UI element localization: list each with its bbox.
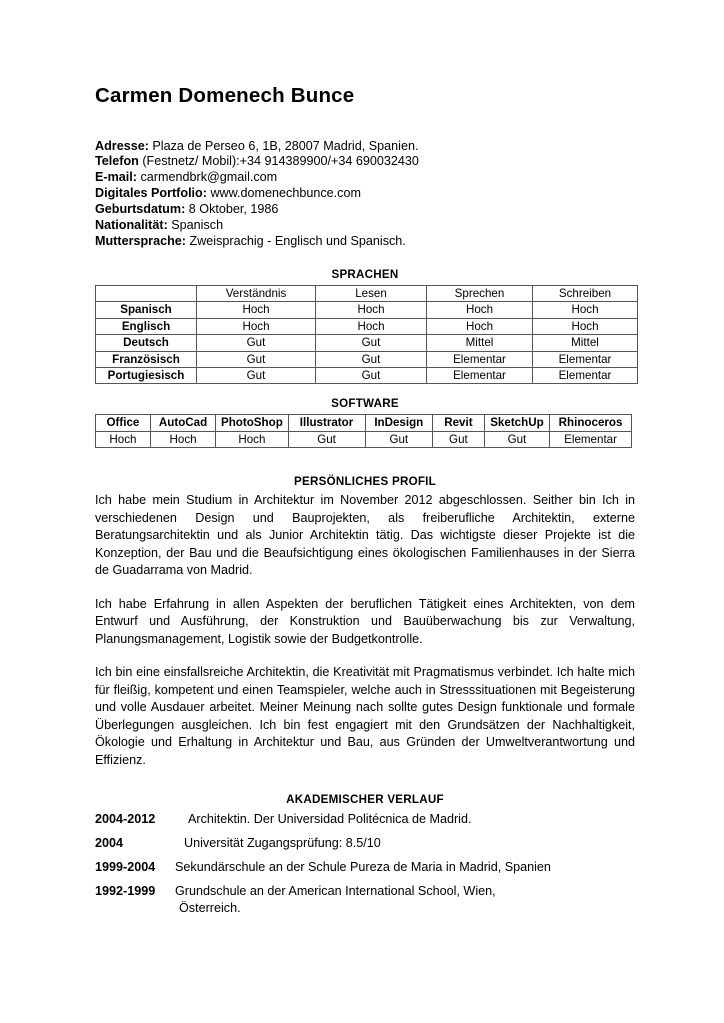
row-header-portugiesisch: Portugiesisch	[96, 367, 197, 383]
contact-label-muttersprache: Muttersprache:	[95, 233, 186, 248]
section-heading-sprachen: SPRACHEN	[331, 267, 399, 281]
contact-row-nationalitaet	[95, 218, 635, 234]
column-header-verstaendnis: Verständnis	[197, 285, 316, 301]
cell-office-level: Hoch	[96, 431, 151, 447]
table-row	[96, 431, 632, 447]
cell-revit-level: Gut	[433, 431, 485, 447]
cell-franzoesisch-verstaendnis: Gut	[197, 351, 316, 367]
cell-franzoesisch-sprechen: Elementar	[427, 351, 533, 367]
contact-value-nationalitaet: Spanisch	[167, 218, 224, 233]
contact-label-telefon: Telefon	[95, 154, 139, 169]
column-header-autocad: AutoCad	[150, 415, 215, 431]
languages-table	[95, 285, 638, 384]
academic-history-list	[95, 811, 635, 917]
cell-deutsch-sprechen: Mittel	[427, 335, 533, 351]
cell-deutsch-lesen: Gut	[316, 335, 427, 351]
section-heading-persoenliches-profil: PERSÖNLICHES PROFIL	[294, 475, 436, 489]
cell-sketchup-level: Gut	[484, 431, 549, 447]
list-item	[95, 835, 635, 852]
cell-franzoesisch-lesen: Gut	[316, 351, 427, 367]
contact-label-adresse: Adresse:	[95, 138, 149, 153]
cell-deutsch-verstaendnis: Gut	[197, 335, 316, 351]
list-item	[95, 859, 635, 876]
column-header-sprechen: Sprechen	[427, 285, 533, 301]
column-header-rhinoceros: Rhinoceros	[550, 415, 632, 431]
academic-years-2: 2004	[95, 836, 124, 851]
academic-description-4-line1: Grundschule an der American International School, Wien,	[175, 884, 496, 899]
table-row	[96, 335, 638, 351]
table-row	[96, 318, 638, 334]
column-header-indesign: InDesign	[365, 415, 433, 431]
section-heading-software: SOFTWARE	[331, 397, 399, 411]
table-row	[96, 302, 638, 318]
software-table	[95, 414, 632, 448]
academic-years-3: 1999-2004	[95, 860, 156, 875]
academic-years-1: 2004-2012	[95, 812, 156, 827]
contact-value-geburtsdatum: 8 Oktober, 1986	[185, 202, 279, 217]
table-row-header	[96, 285, 638, 301]
contact-row-geburtsdatum	[95, 202, 635, 218]
contact-details	[95, 139, 635, 250]
cell-englisch-lesen: Hoch	[316, 318, 427, 334]
cell-indesign-level: Gut	[365, 431, 433, 447]
section-heading-akademischer-verlauf: AKADEMISCHER VERLAUF	[286, 793, 444, 807]
column-header-office: Office	[96, 415, 151, 431]
cell-photoshop-level: Hoch	[216, 431, 288, 447]
cell-spanisch-sprechen: Hoch	[427, 302, 533, 318]
column-header-sketchup: SketchUp	[484, 415, 549, 431]
contact-row-email	[95, 170, 635, 186]
cell-englisch-verstaendnis: Hoch	[197, 318, 316, 334]
cell-portugiesisch-lesen: Gut	[316, 367, 427, 383]
cell-spanisch-schreiben: Hoch	[533, 302, 638, 318]
row-header-spanisch: Spanisch	[96, 302, 197, 318]
contact-label-geburtsdatum: Geburtsdatum:	[95, 202, 186, 217]
row-header-englisch: Englisch	[96, 318, 197, 334]
academic-description-4-line2: Österreich.	[179, 901, 241, 916]
column-header-lesen: Lesen	[316, 285, 427, 301]
cell-illustrator-level: Gut	[288, 431, 365, 447]
cell-englisch-schreiben: Hoch	[533, 318, 638, 334]
cell-portugiesisch-verstaendnis: Gut	[197, 367, 316, 383]
cell-englisch-sprechen: Hoch	[427, 318, 533, 334]
cell-portugiesisch-schreiben: Elementar	[533, 367, 638, 383]
languages-table-corner	[96, 285, 197, 301]
column-header-revit: Revit	[433, 415, 485, 431]
contact-row-portfolio	[95, 186, 635, 202]
contact-value-muttersprache: Zweisprachig - Englisch und Spanisch.	[185, 233, 406, 248]
cell-autocad-level: Hoch	[150, 431, 215, 447]
contact-value-adresse: Plaza de Perseo 6, 1B, 28007 Madrid, Spanien.	[148, 138, 419, 153]
list-item	[95, 811, 635, 828]
academic-description-1: Architektin. Der Universidad Politécnica de Madrid.	[188, 812, 472, 827]
cell-rhinoceros-level: Elementar	[550, 431, 632, 447]
academic-description-2: Universität Zugangsprüfung: 8.5/10	[184, 836, 381, 851]
contact-row-adresse	[95, 139, 635, 155]
contact-value-email: carmendbrk@gmail.com	[137, 170, 278, 185]
profile-paragraph-1: Ich habe mein Studium in Architektur im November 2012 abgeschlossen. Seither bin Ich in verschiedenen Design und Bauprojekten, als freiberufliche Architektin, externe Beratungsarchitektin und als Junior Architektin tätig. Das wichtigste dieser Projekte ist die Konzeption, der Bau und die Beaufsichtigung eines ökologischen Familienhauses in der Sierra de Guadarrama von Madrid.	[95, 493, 635, 578]
cv-content	[95, 0, 635, 917]
cell-franzoesisch-schreiben: Elementar	[533, 351, 638, 367]
column-header-illustrator: Illustrator	[288, 415, 365, 431]
column-header-photoshop: PhotoShop	[216, 415, 288, 431]
academic-years-4: 1992-1999	[95, 884, 156, 899]
contact-value-telefon: (Festnetz/ Mobil):+34 914389900/+34 690032430	[138, 154, 419, 169]
page-title: Carmen Domenech Bunce	[95, 84, 355, 107]
table-row-header	[96, 415, 632, 431]
profile-paragraph-2: Ich habe Erfahrung in allen Aspekten der beruflichen Tätigkeit eines Architekten, von dem Entwurf und Ausführung, der Konstruktion und Bauüberwachung bis zur Verwaltung, Planungsmanagement, Logistik sowie der Budgetkontrolle.	[95, 596, 635, 646]
contact-row-telefon	[95, 154, 635, 170]
contact-value-portfolio: www.domenechbunce.com	[206, 186, 361, 201]
profile-paragraph-3: Ich bin eine einsfallsreiche Architektin, die Kreativität mit Pragmatismus verbindet. Ich halte mich für fleißig, kompetent und einen Teamspieler, welche auch in Stresssituationen mit Begeisterung und volle Ausdauer arbeitet. Meiner Meinung nach sollte gutes Design funktionale und formale Überlegungen ausgleichen. Ich bin fest engagiert mit den Grundsätzen der Nachhaltigkeit, Ökologie und Erhaltung in Architektur und Bau, aus Gründen der Umweltverantwortung und Effizienz.	[95, 665, 635, 767]
column-header-schreiben: Schreiben	[533, 285, 638, 301]
contact-label-email: E-mail:	[95, 170, 137, 185]
academic-description-3: Sekundärschule an der Schule Pureza de Maria in Madrid, Spanien	[175, 860, 551, 875]
cell-portugiesisch-sprechen: Elementar	[427, 367, 533, 383]
contact-row-muttersprache	[95, 234, 635, 250]
contact-label-nationalitaet: Nationalität:	[95, 218, 168, 233]
academic-description-4	[175, 883, 635, 917]
list-item	[95, 883, 635, 917]
row-header-deutsch: Deutsch	[96, 335, 197, 351]
contact-label-portfolio: Digitales Portfolio:	[95, 186, 207, 201]
row-header-franzoesisch: Französisch	[96, 351, 197, 367]
table-row	[96, 367, 638, 383]
table-row	[96, 351, 638, 367]
cell-spanisch-verstaendnis: Hoch	[197, 302, 316, 318]
cell-spanisch-lesen: Hoch	[316, 302, 427, 318]
cell-deutsch-schreiben: Mittel	[533, 335, 638, 351]
profile-text	[95, 492, 635, 769]
